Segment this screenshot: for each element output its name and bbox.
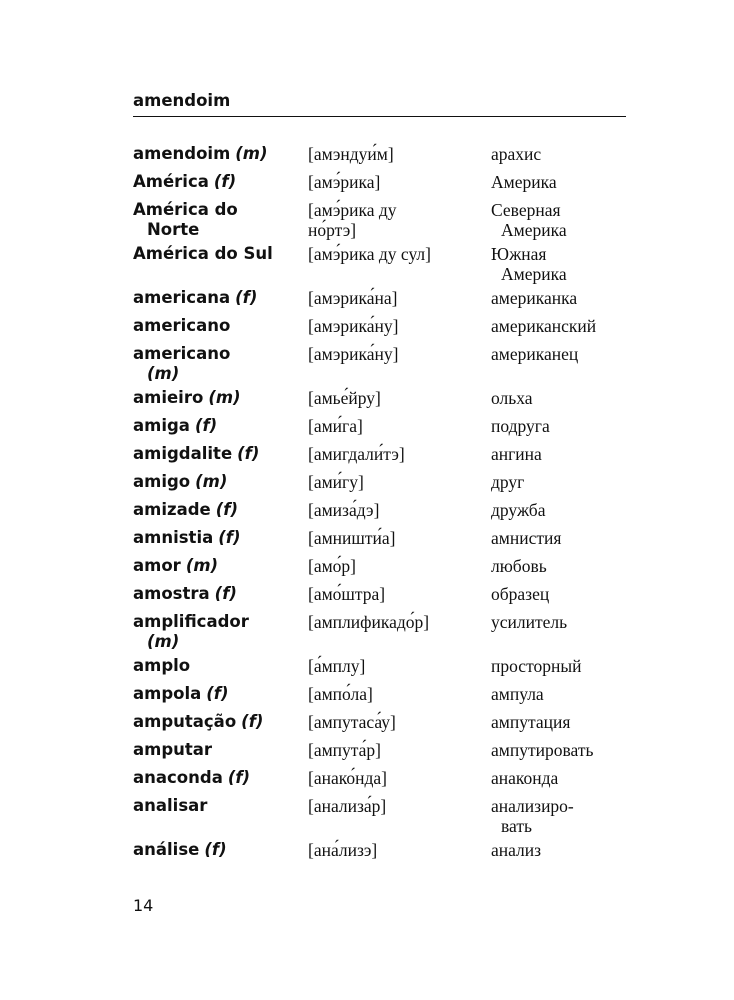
gender-marker: (f) [204,840,227,859]
word-text: americano [133,316,231,335]
entry-transcription [308,838,488,860]
word-text: análise [133,840,200,859]
word-continuation: Norte [147,220,200,239]
entry-row [133,242,633,286]
transcription-text: [анализа́р] [308,796,387,816]
entry-row [133,794,633,838]
word-text: amplo [133,656,191,675]
word-text: amizade [133,500,211,519]
entry-row [133,142,633,170]
meaning-continuation: вать [501,816,532,836]
entry-word [133,582,301,604]
meaning-text: анаконда [491,768,559,788]
gender-marker: (f) [237,444,260,463]
transcription-text: [ампутаса́у] [308,712,396,732]
entry-word [133,170,301,192]
transcription-text: [амэрика́ну] [308,316,399,336]
meaning-text: образец [491,584,550,604]
entry-row [133,526,633,554]
entry-transcription [308,710,488,732]
entry-row [133,682,633,710]
entry-word [133,654,301,676]
word-text: América do [133,200,238,219]
page-number: 14 [133,896,154,915]
meaning-text: американка [491,288,578,308]
entry-row [133,170,633,198]
meaning-text: друг [491,472,525,492]
entry-row [133,342,633,386]
entry-row [133,470,633,498]
entry-meaning [491,654,633,676]
gender-marker: (m) [235,144,268,163]
entry-word [133,738,301,760]
entry-word [133,838,301,860]
gender-marker: (m) [195,472,228,491]
transcription-text: [амэрика́на] [308,288,398,308]
word-text: amputar [133,740,213,759]
entry-meaning [491,342,633,364]
meaning-text: анализиро- [491,796,574,816]
entry-word [133,414,301,436]
meaning-text: Америка [491,172,557,192]
transcription-text: [ампута́р] [308,740,381,760]
transcription-text: [амэ́рика ду [308,200,397,220]
entry-meaning [491,554,633,576]
word-text: amigdalite [133,444,233,463]
entry-word [133,554,301,576]
entry-word [133,198,301,240]
entry-meaning [491,582,633,604]
entry-word [133,342,301,384]
transcription-text: [амништи́а] [308,528,396,548]
transcription-text: [амо́р] [308,556,356,576]
meaning-continuation: Америка [501,220,567,240]
transcription-text: [амэндуи́м] [308,144,394,164]
gender-marker: (f) [241,712,264,731]
meaning-text: любовь [491,556,547,576]
meaning-text: Южная [491,244,547,264]
transcription-text: [амплификадо́р] [308,612,430,632]
word-text: América [133,172,209,191]
transcription-text: [анако́нда] [308,768,387,788]
entry-word [133,314,301,336]
entry-meaning [491,442,633,464]
entry-transcription [308,498,488,520]
gender-marker: (f) [227,768,251,787]
word-text: amostra [133,584,210,603]
gender-marker: (m) [208,388,241,407]
entry-transcription [308,738,488,760]
meaning-text: подруга [491,416,550,436]
entry-meaning [491,286,633,308]
entry-word [133,766,301,788]
entry-row [133,654,633,682]
entry-meaning [491,314,633,336]
meaning-text: ампула [491,684,544,704]
entry-word [133,794,301,816]
entry-row [133,442,633,470]
meaning-text: ольха [491,388,533,408]
entry-transcription [308,794,488,816]
word-text: ampola [133,684,202,703]
entry-transcription [308,342,488,364]
entry-row [133,738,633,766]
word-text: América do Sul [133,244,273,263]
meaning-text: усилитель [491,612,568,632]
transcription-text: [амье́йру] [308,388,381,408]
transcription-continuation: но́ртэ] [308,220,357,240]
transcription-text: [амэ́рика ду сул] [308,244,431,264]
entry-meaning [491,794,633,836]
entry-row [133,386,633,414]
entry-transcription [308,386,488,408]
transcription-text: [амэ́рика] [308,172,381,192]
entry-row [133,554,633,582]
meaning-text: ангина [491,444,542,464]
meaning-text: дружба [491,500,546,520]
entry-transcription [308,470,488,492]
entry-word [133,142,301,164]
word-text: americano [133,344,231,363]
entry-row [133,198,633,242]
entry-transcription [308,526,488,548]
entry-meaning [491,414,633,436]
entry-word [133,682,301,704]
gender-marker: (m) [185,556,219,575]
entry-transcription [308,682,488,704]
gender-marker: (f) [215,500,238,519]
entry-transcription [308,766,488,788]
transcription-text: [амо́штра] [308,584,386,604]
entry-meaning [491,682,633,704]
entry-transcription [308,610,488,632]
entry-meaning [491,142,633,164]
entry-meaning [491,526,633,548]
entry-transcription [308,554,488,576]
gender-marker: (f) [194,416,218,435]
entry-transcription [308,442,488,464]
entry-transcription [308,654,488,676]
transcription-text: [ами́га] [308,416,363,436]
entry-transcription [308,286,488,308]
gender-marker: (f) [235,288,258,307]
word-text: amplificador [133,612,249,631]
meaning-text: американец [491,344,579,364]
meaning-text: Северная [491,200,561,220]
transcription-text: [амигдали́тэ] [308,444,405,464]
entry-meaning [491,766,633,788]
entry-meaning [491,242,633,284]
entry-transcription [308,582,488,604]
transcription-text: [ами́гу] [308,472,364,492]
word-text: anaconda [133,768,223,787]
meaning-text: ампутировать [491,740,594,760]
meaning-text: амнистия [491,528,562,548]
word-text: amendoim [133,144,231,163]
entry-meaning [491,386,633,408]
entry-word [133,442,301,464]
entry-meaning [491,710,633,732]
entry-transcription [308,142,488,164]
entry-word [133,610,301,652]
entry-transcription [308,314,488,336]
meaning-text: американский [491,316,597,336]
word-text: amiga [133,416,190,435]
header-word: amendoim [133,91,231,110]
transcription-text: [амэрика́ну] [308,344,399,364]
entry-list [133,142,633,866]
entry-meaning [491,170,633,192]
entry-row [133,838,633,866]
word-continuation: (m) [147,364,180,383]
entry-row [133,582,633,610]
entry-row [133,766,633,794]
entry-row [133,610,633,654]
entry-meaning [491,498,633,520]
entry-transcription [308,242,488,264]
entry-row [133,414,633,442]
entry-row [133,498,633,526]
transcription-text: [а́мплу] [308,656,366,676]
entry-word [133,710,301,732]
word-text: amnistia [133,528,214,547]
meaning-text: просторный [491,656,582,676]
gender-marker: (f) [218,528,241,547]
word-continuation: (m) [147,632,180,651]
gender-marker: (f) [213,172,237,191]
entry-word [133,286,301,308]
gender-marker: (f) [206,684,229,703]
entry-transcription [308,170,488,192]
meaning-text: анализ [491,840,542,860]
entry-meaning [491,470,633,492]
word-text: amor [133,556,181,575]
word-text: analisar [133,796,208,815]
entry-row [133,286,633,314]
word-text: americana [133,288,231,307]
transcription-text: [ампо́ла] [308,684,373,704]
entry-row [133,314,633,342]
transcription-text: [ана́лизэ] [308,840,378,860]
word-text: amputação [133,712,237,731]
running-header [133,90,626,117]
meaning-text: арахис [491,144,542,164]
entry-word [133,526,301,548]
entry-transcription [308,198,488,240]
entry-word [133,242,301,264]
meaning-continuation: Америка [501,264,567,284]
entry-word [133,470,301,492]
entry-meaning [491,838,633,860]
entry-row [133,710,633,738]
entry-meaning [491,738,633,760]
transcription-text: [амиза́дэ] [308,500,380,520]
word-text: amieiro [133,388,204,407]
meaning-text: ампутация [491,712,571,732]
entry-transcription [308,414,488,436]
word-text: amigo [133,472,191,491]
entry-meaning [491,198,633,240]
entry-meaning [491,610,633,632]
gender-marker: (f) [214,584,237,603]
entry-word [133,498,301,520]
entry-word [133,386,301,408]
